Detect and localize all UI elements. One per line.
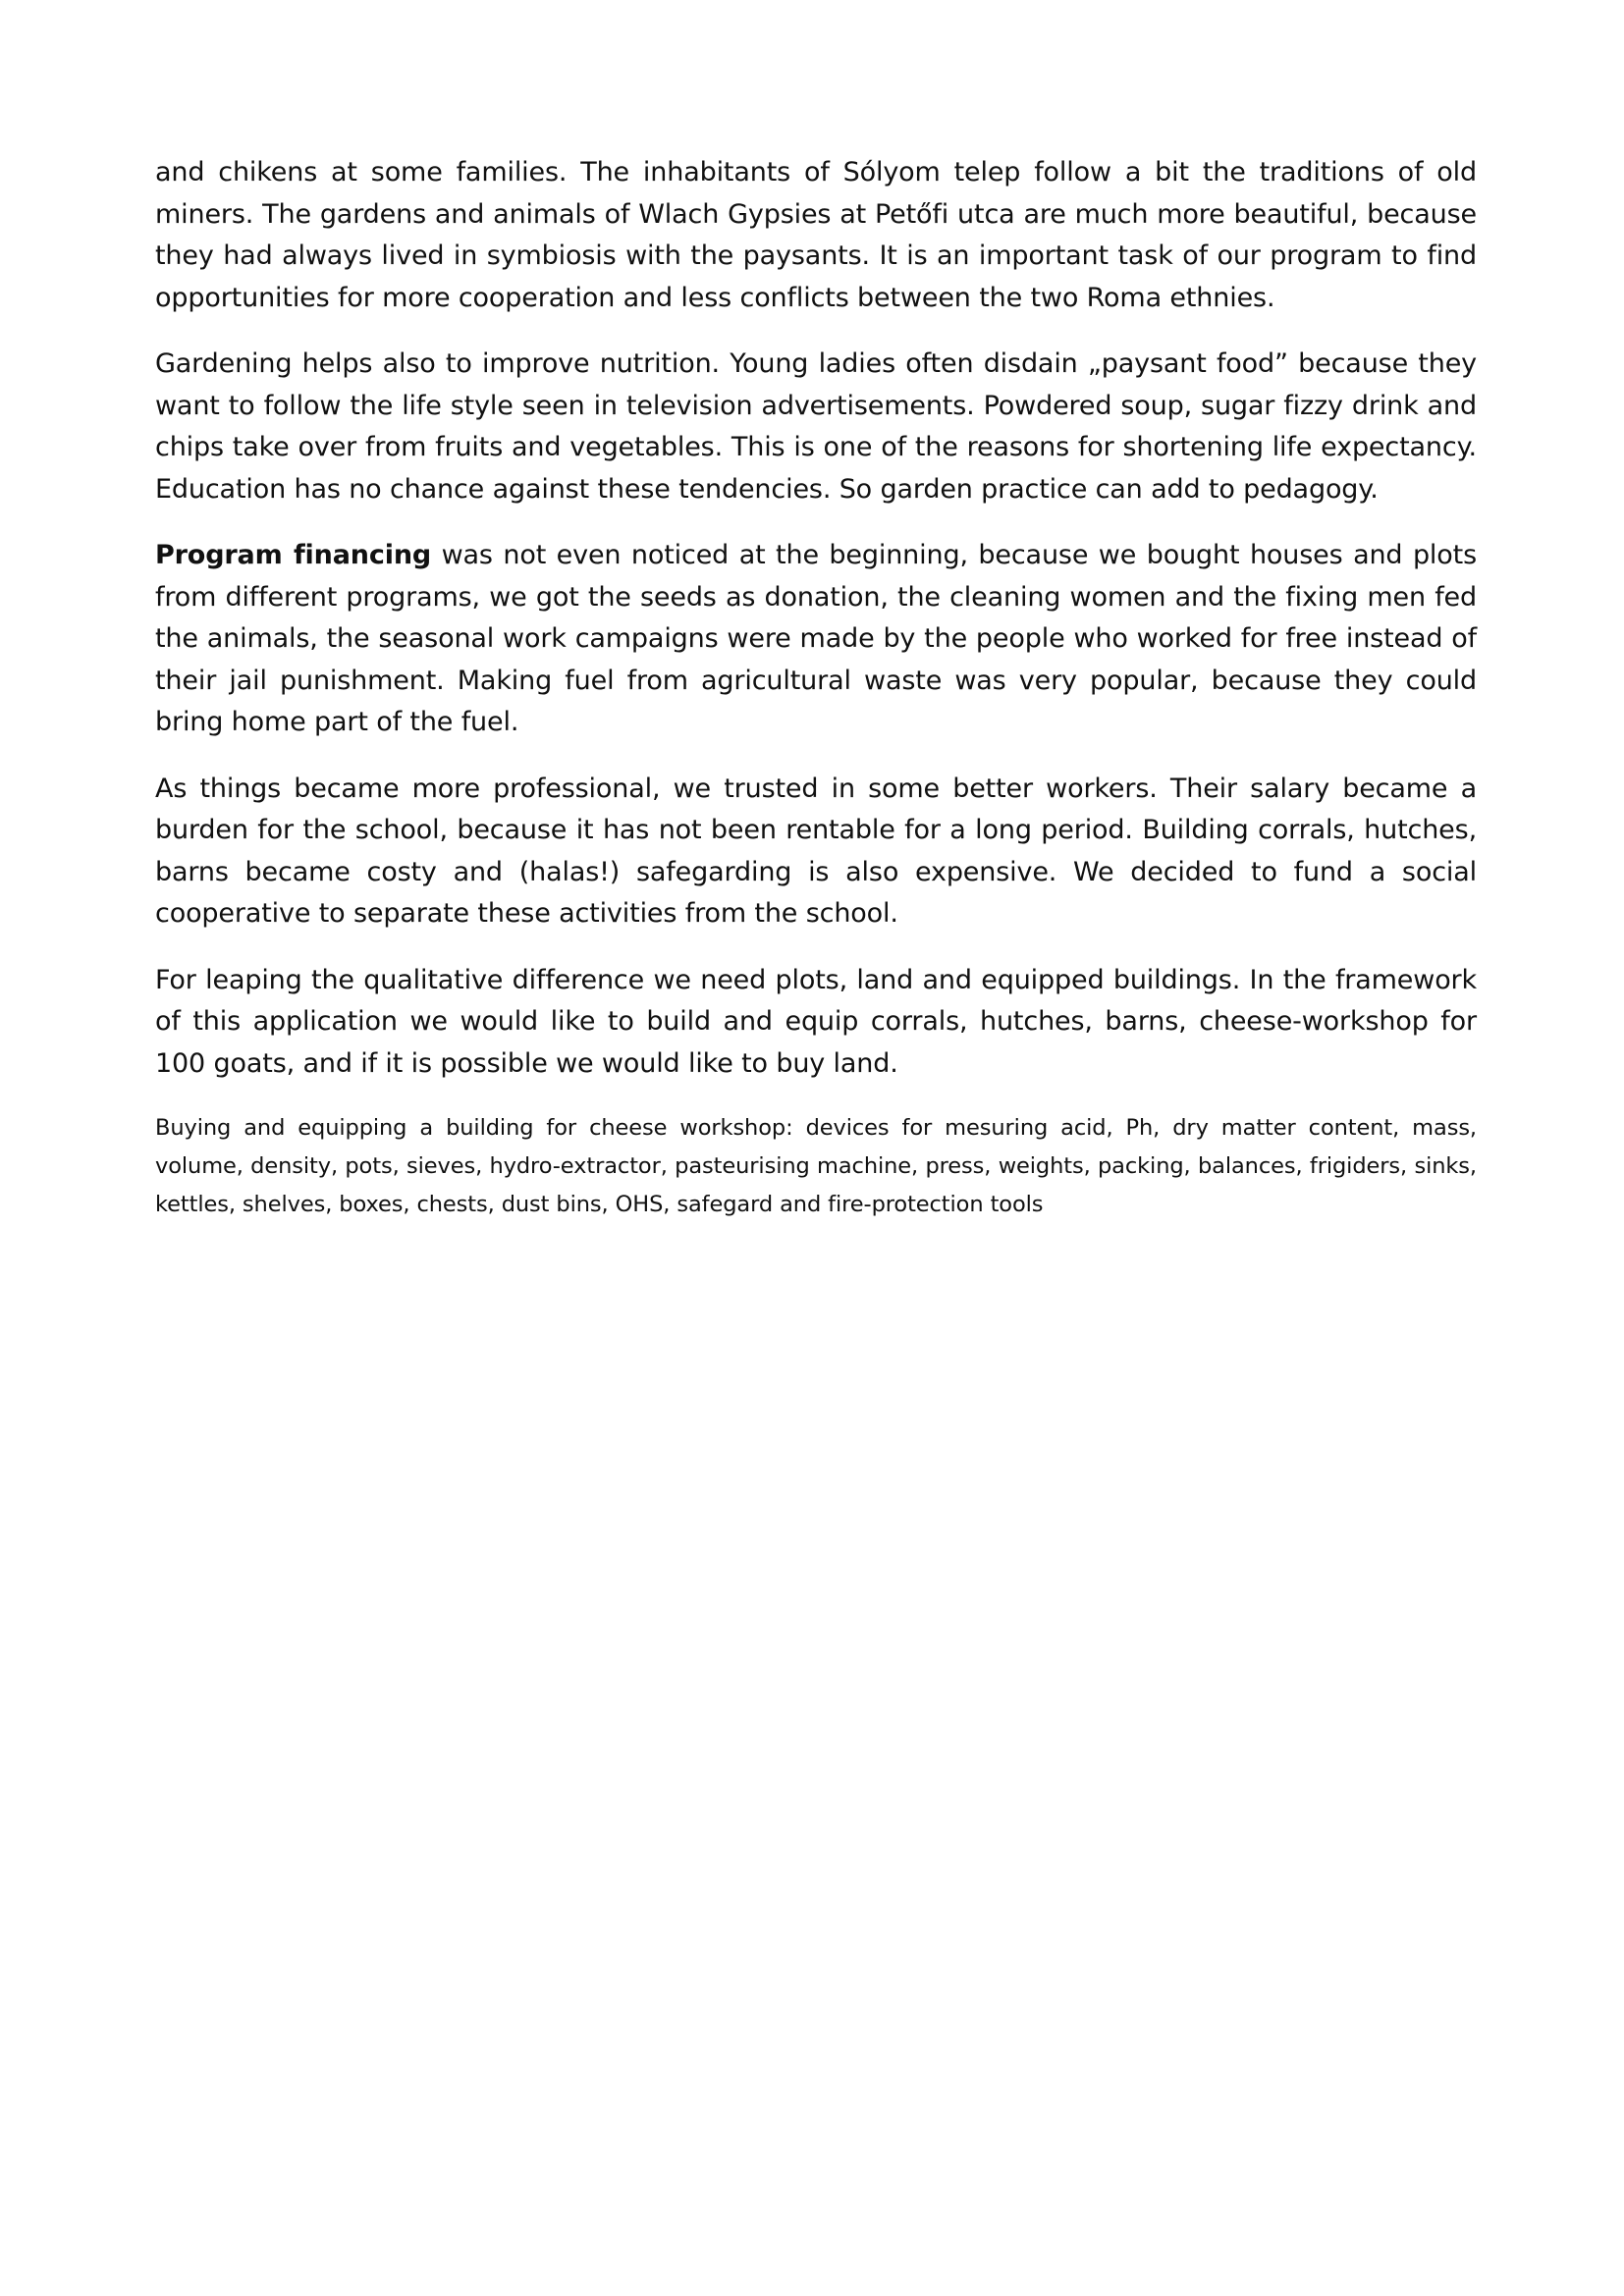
paragraph-professional-workers: As things became more professional, we trusted in some better workers. Their salary became a burden for the school, because it has not been rentable for a long period. Building corrals, hutches, barns became costy and (halas!) safegarding is also expensive. We decided to fund a social cooperative to separate these activities from the school.	[155, 773, 1477, 929]
program-financing-heading: Program financing	[155, 540, 432, 570]
paragraph-cheese-workshop-equipment: Buying and equipping a building for cheese workshop: devices for mesuring acid, Ph, dry matter content, mass, volume, density, pots, sieves, hydro-extractor, pasteurising machine, press, weights, packing, balances, frigiders, sinks, kettles, shelves, boxes, chests, dust bins, OHS, safegard and fire-protection tools	[155, 1115, 1477, 1217]
program-financing-text: was not even noticed at the beginning, because we bought houses and plots from different programs, we got the seeds as donation, the cleaning women and the fixing men fed the animals, the seasonal work campaigns were made by the people who worked for free instead of their jail punishment. Making fuel from agricultural waste was very popular, because they could bring home part of the fuel.	[155, 540, 1478, 737]
paragraph-qualitative-difference: For leaping the qualitative difference we need plots, land and equipped buildings. In the framework of this application we would like to build and equip corrals, hutches, barns, cheese-workshop for 100 goats, and if it is possible we would like to buy land.	[155, 964, 1477, 1079]
paragraph-program-financing	[155, 535, 1477, 744]
document-body	[155, 152, 1477, 1249]
paragraph-gardening-nutrition: Gardening helps also to improve nutrition. Young ladies often disdain „paysant food” because they want to follow the life style seen in television advertisements. Powdered soup, sugar fizzy drink and chips take over from fruits and vegetables. This is one of the reasons for shortening life expectancy. Education has no chance against these tendencies. So garden practice can add to pedagogy.	[155, 348, 1477, 505]
paragraph-roma-traditions: and chikens at some families. The inhabitants of Sólyom telep follow a bit the traditions of old miners. The gardens and animals of Wlach Gypsies at Petőfi utca are much more beautiful, because they had always lived in symbiosis with the paysants. It is an important task of our program to find opportunities for more cooperation and less conflicts between the two Roma ethnies.	[155, 157, 1477, 313]
